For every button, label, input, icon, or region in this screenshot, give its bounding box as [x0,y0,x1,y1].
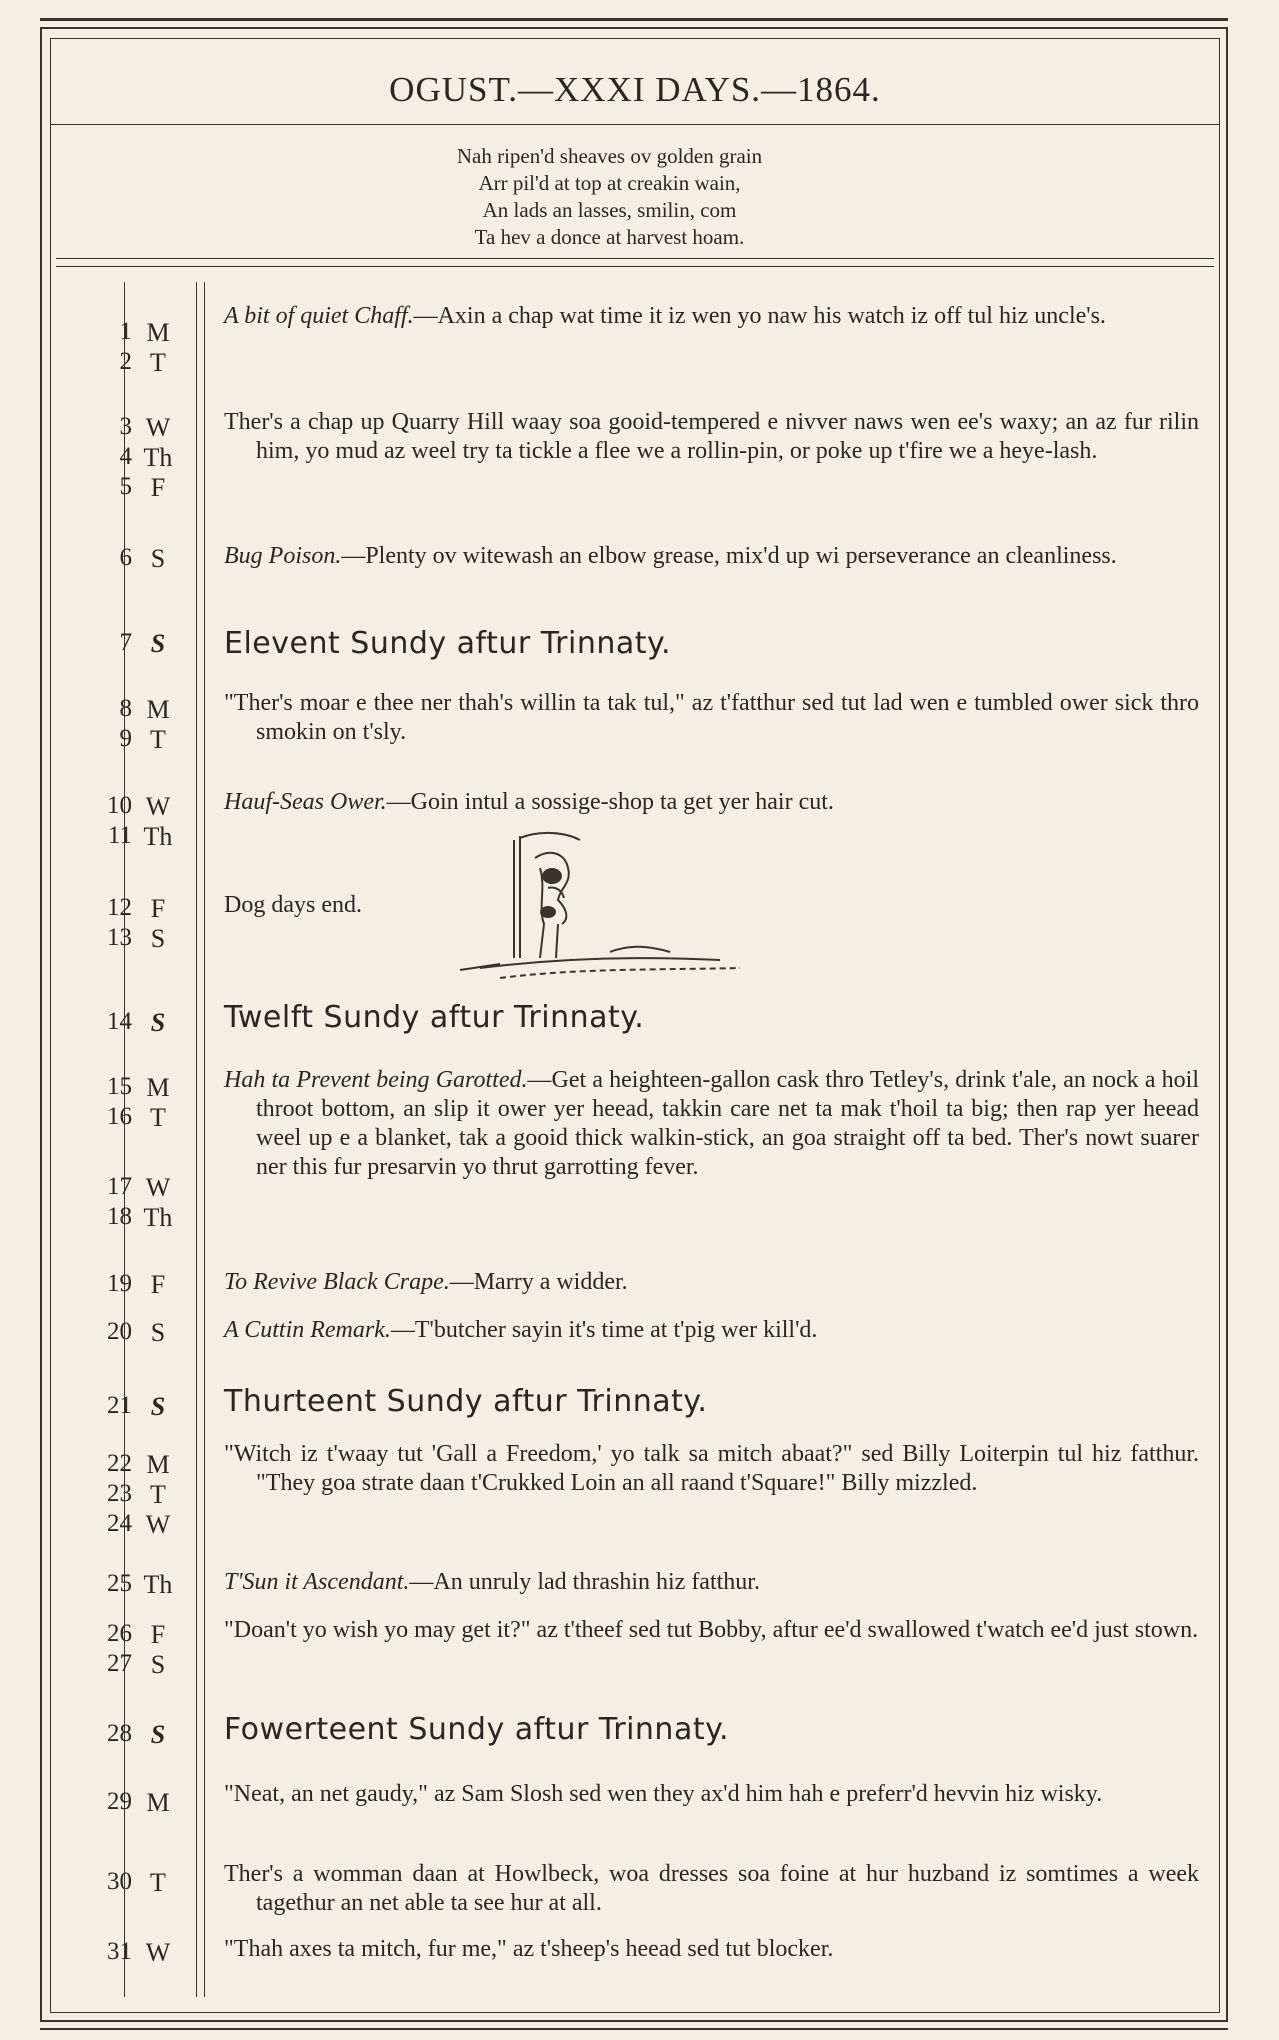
day-number: 25 [107,1570,132,1597]
entry-cuttin [224,1316,1199,1345]
day-number: 29 [107,1788,132,1815]
day-number: 5 [119,473,132,500]
weekday: S [150,629,166,658]
entry-neat: "Neat, an net gaudy," az Sam Slosh sed wen they ax'd him hah e preferr'd hevvin hiz wisky. [224,1781,1103,1807]
day-number: 27 [107,1650,132,1677]
sunday-heading: Elevent Sundy aftur Trinnaty. [224,626,672,661]
entry-womman: Ther's a womman daan at Howlbeck, woa dresses soa foine at hur huzband iz somtimes a week tagethur an net able ta see hur at all. [224,1861,1199,1916]
day-number: 20 [107,1318,132,1345]
entry-dog-days: Dog days end. [224,892,362,918]
weekday: Th [143,1203,173,1232]
entry-heading: A bit of quiet Chaff. [224,303,414,329]
weekday: T [150,1868,166,1897]
title-rule [50,124,1220,125]
top-rule [40,18,1228,21]
day-number: 15 [107,1073,132,1100]
entry-heading: To Revive Black Crape. [224,1269,450,1295]
column-rule [196,282,197,1997]
entry-quarry: Ther's a chap up Quarry Hill waay soa gooid-tempered e nivver naws wen ee's waxy; an az fur rilin him, yo mud az weel try ta tickle a flee we a rollin-pin, or poke up t'fire we a heye-lash. [224,409,1199,464]
day-number: 28 [107,1720,132,1747]
day-number: 24 [107,1510,132,1537]
entry-heading: Hah ta Prevent being Garotted. [224,1067,528,1093]
weekday: M [146,1450,170,1479]
day-number: 8 [119,695,132,722]
entry-body: —Marry a widder. [449,1269,628,1295]
weekday: S [150,1392,166,1421]
day-number: 7 [119,629,132,656]
day-number: 6 [119,544,132,571]
verse-line: Arr pil'd at top at creakin wain, [478,171,741,195]
weekday: Th [143,443,173,472]
weekday: M [146,695,170,724]
weekday: F [150,1270,166,1299]
entry-heading: A Cuttin Remark. [224,1317,391,1343]
entry-heading: Bug Poison. [224,543,342,569]
day-number: 13 [107,924,132,951]
entry-hauf-seas [224,788,1199,817]
day-number: 26 [107,1620,132,1647]
weekday: W [145,1510,171,1539]
weekday: T [150,348,166,377]
weekday: T [150,725,166,754]
column-rule [204,282,205,1997]
entry-body: —An unruly lad thrashin hiz fatthur. [409,1569,760,1595]
verse [0,143,1279,251]
sunday-heading: Thurteent Sundy aftur Trinnaty. [224,1384,708,1419]
weekday: S [150,1720,166,1749]
day-number: 14 [107,1008,132,1035]
day-number: 17 [107,1173,132,1200]
entry-heading: T'Sun it Ascendant. [224,1569,410,1595]
day-number: 23 [107,1480,132,1507]
weekday: W [145,413,171,442]
weekday: S [150,544,166,573]
weekday: M [146,1788,170,1817]
entry-body: —Get a heighteen-gallon cask thro Tetley's, drink t'ale, an nock a hoil throot bottom, an slip it ower yer heead, takkin care net ta mak t'hoil ta big; then rap yer heead weel up e a blanket, tak a gooid thick walkin-stick, an goa straight off ta bed. Ther's nowt suarer ner this fur presarvin yo thrut garrotting fever. [256,1067,1200,1180]
weekday: W [145,1173,171,1202]
day-number: 9 [119,725,132,752]
dog-illustration [440,828,770,988]
weekday: W [145,1938,171,1967]
weekday: T [150,1103,166,1132]
day-number: 30 [107,1868,132,1895]
weekday: S [150,924,166,953]
weekday: F [150,473,166,502]
weekday: M [146,1073,170,1102]
day-number: 19 [107,1270,132,1297]
verse-line: An lads an lasses, smilin, com [482,198,737,222]
day-number: 4 [119,443,132,470]
entry-heading: Hauf-Seas Ower. [224,789,387,815]
entry-body: —Axin a chap wat time it iz wen yo naw his watch iz off tul hiz uncle's. [413,303,1106,329]
verse-line: Nah ripen'd sheaves ov golden grain [456,144,763,168]
day-number: 16 [107,1103,132,1130]
day-number: 1 [119,318,132,345]
weekday: Th [143,1570,173,1599]
entry-body: —Plenty ov witewash an elbow grease, mix'd up wi perseverance an cleanliness. [341,543,1117,569]
entry-body: —T'butcher sayin it's time at t'pig wer kill'd. [390,1317,818,1343]
entry-doant: "Doan't yo wish yo may get it?" az t'theef sed tut Bobby, aftur ee'd swallowed t'watch ee'd just stown. [224,1617,1199,1643]
weekday: Th [143,822,173,851]
sunday-heading: Fowerteent Sundy aftur Trinnaty. [224,1712,730,1747]
day-number: 21 [107,1392,132,1419]
entry-crape [224,1268,1199,1297]
weekday: W [145,792,171,821]
day-number: 22 [107,1450,132,1477]
weekday: T [150,1480,166,1509]
entry-freedom: "Witch iz t'waay tut 'Gall a Freedom,' yo talk sa mitch abaat?" sed Billy Loiterpin tul hiz fatthur. "They goa strate daan t'Crukked Loin an all raand t'Square!" Billy mizzled. [224,1441,1199,1496]
day-number: 11 [107,822,132,849]
entry-chaff [224,302,1199,331]
day-number: 2 [119,348,132,375]
weekday: F [150,1620,166,1649]
entry-sun [224,1568,1199,1597]
weekday: S [150,1008,166,1037]
page-title: OGUST.—XXXI DAYS.—1864. [389,70,881,109]
entry-bug-poison [224,542,1199,571]
entry-body: —Goin intul a sossige-shop ta get yer hair cut. [386,789,834,815]
day-number: 3 [119,413,132,440]
day-number: 31 [107,1938,132,1965]
day-number: 10 [107,792,132,819]
verse-line: Ta hev a donce at harvest hoam. [474,225,745,249]
weekday: S [150,1650,166,1679]
day-number: 12 [107,894,132,921]
entry-sheep: "Thah axes ta mitch, fur me," az t'sheep's heead sed tut blocker. [224,1936,834,1962]
sunday-heading: Twelft Sundy aftur Trinnaty. [224,1000,645,1035]
entry-garotted [224,1066,1199,1182]
verse-rule-top [56,258,1214,259]
weekday: F [150,894,166,923]
bottom-rule [40,2028,1228,2030]
weekday: S [150,1318,166,1347]
entry-moar: "Ther's moar e thee ner thah's willin ta tak tul," az t'fatthur sed tut lad wen e tumbled ower sick thro smokin on t'sly. [224,690,1199,745]
weekday: M [146,318,170,347]
day-number: 18 [107,1203,132,1230]
verse-rule-bottom [56,266,1214,267]
